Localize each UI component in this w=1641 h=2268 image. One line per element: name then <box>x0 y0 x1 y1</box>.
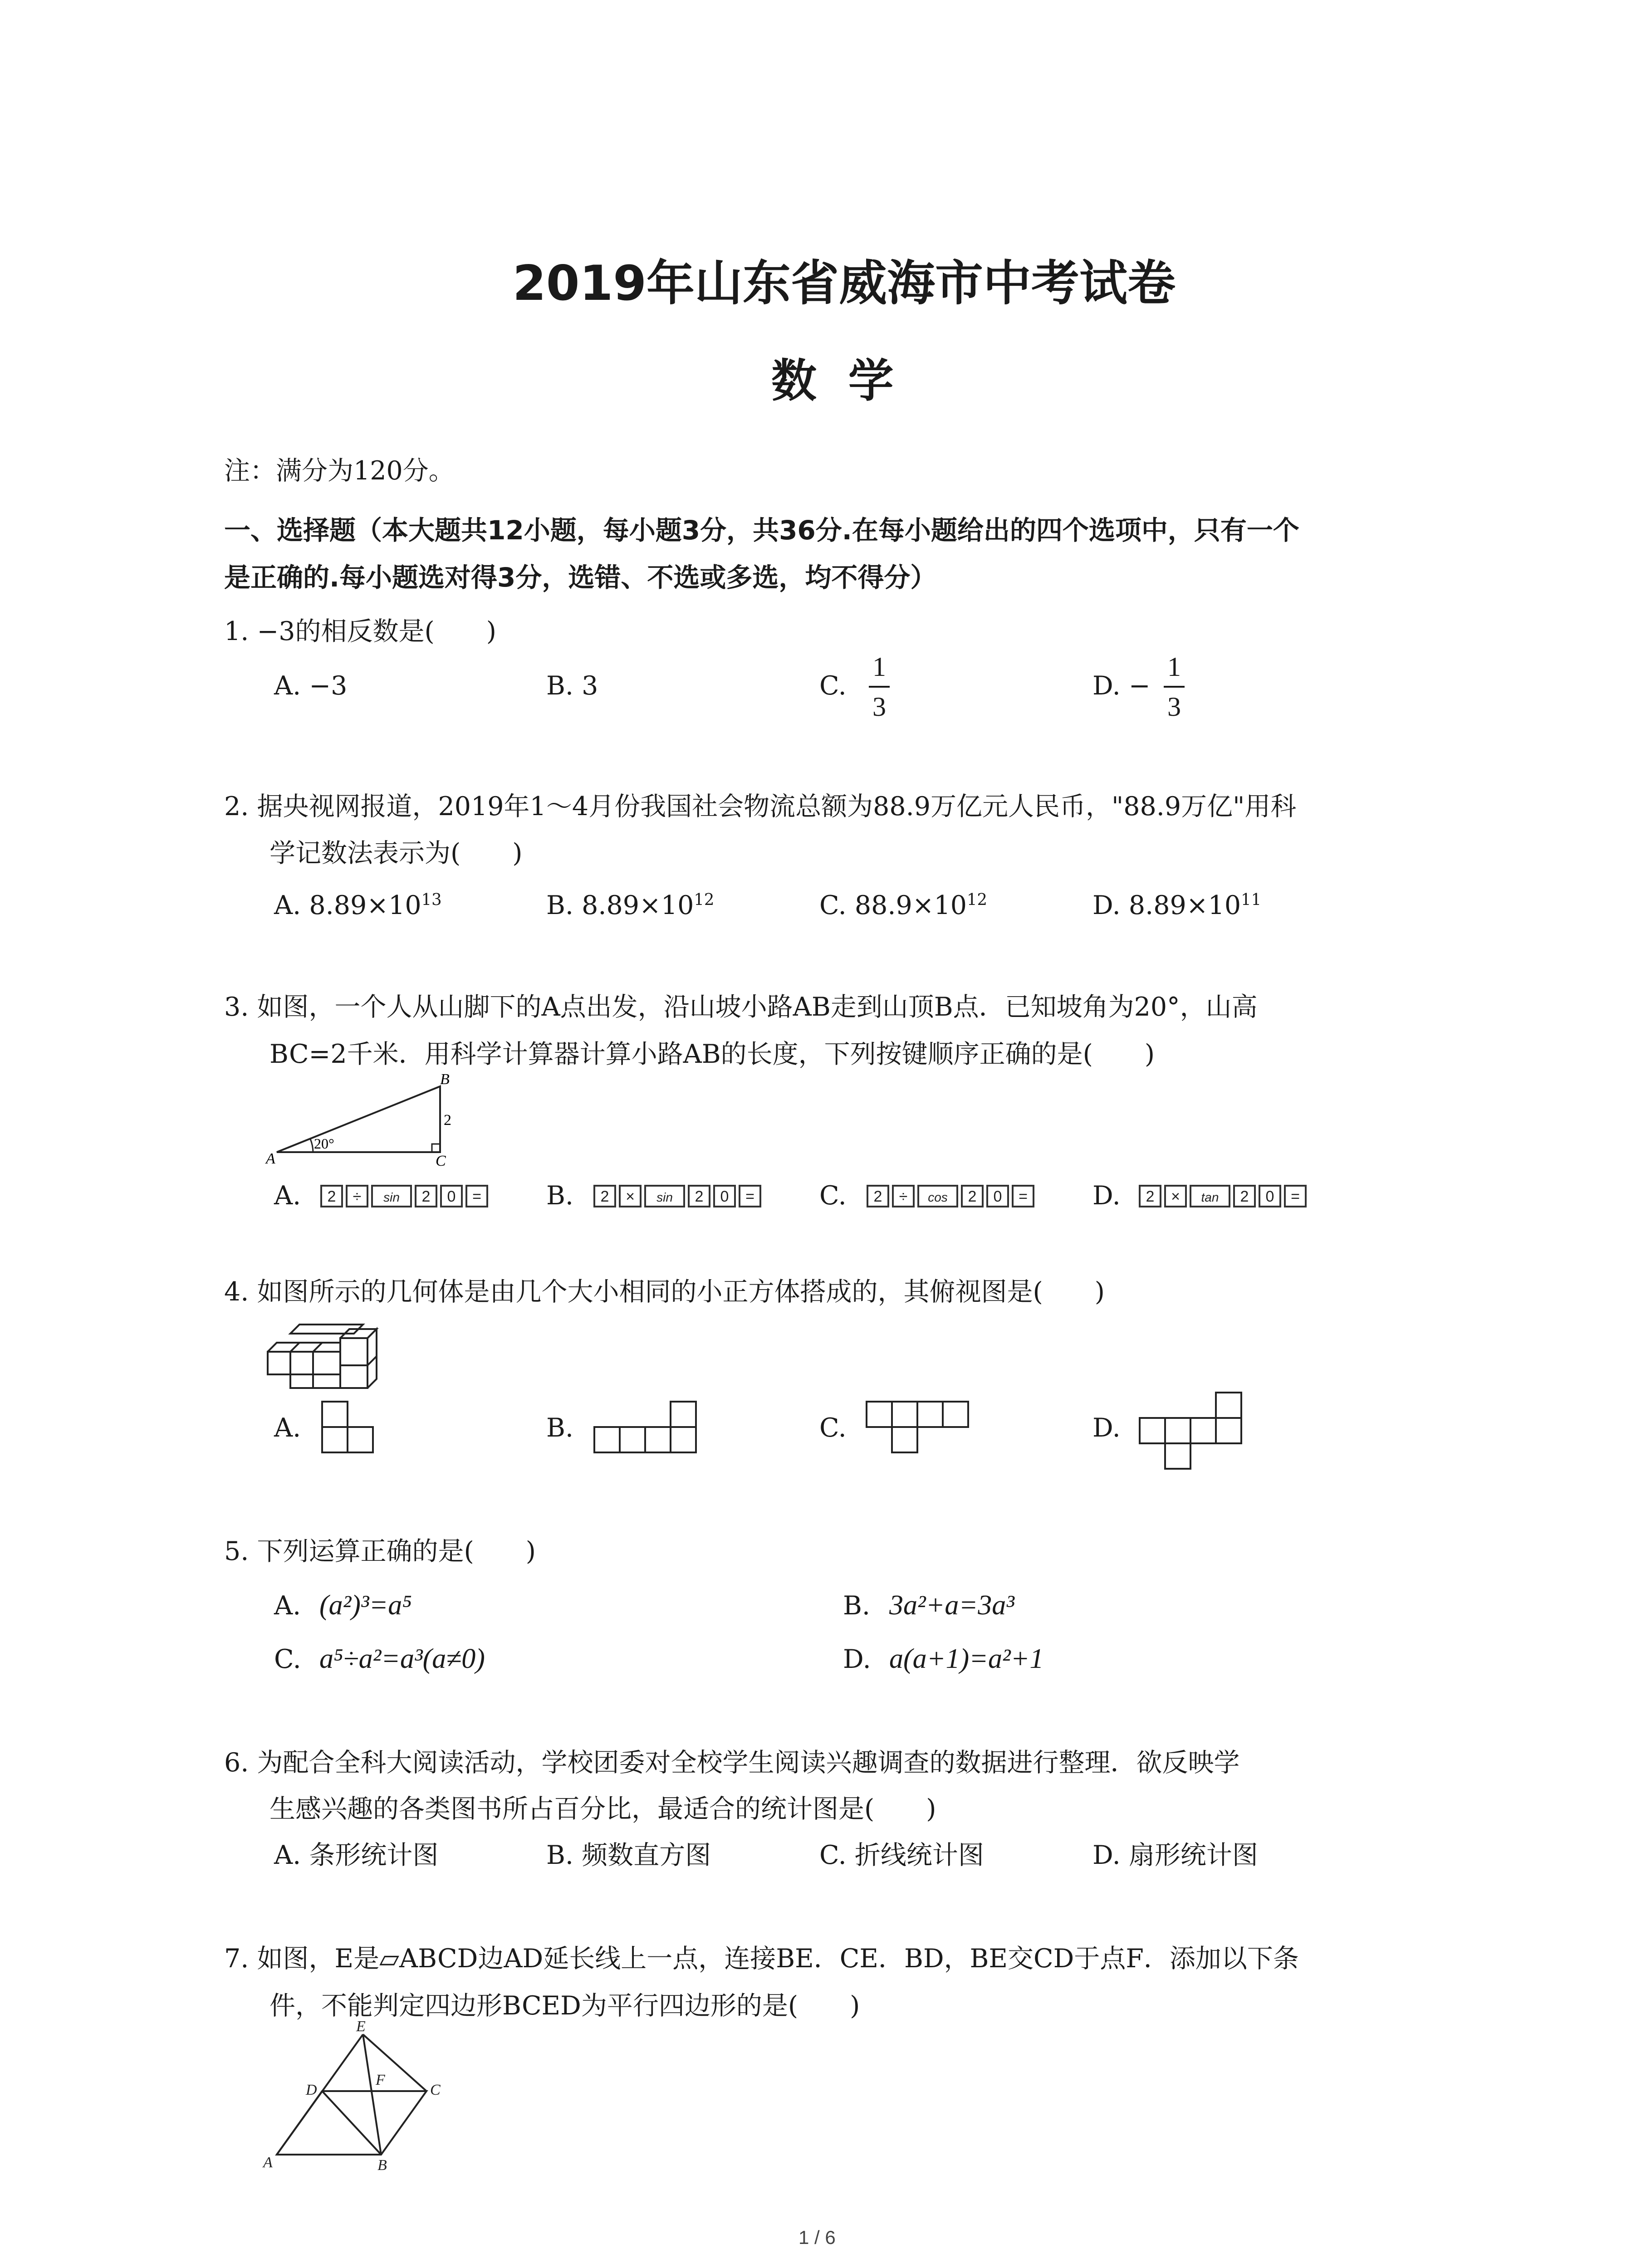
q5-option-c-expr: a⁵÷a²=a³(a≠0) <box>319 1643 485 1674</box>
q1-d-numerator: 1 <box>1167 652 1181 682</box>
q3-stem-line1: 3. 如图，一个人从山脚下的A点出发，沿山坡小路AB走到山顶B点．已知坡角为20°，山高 <box>224 992 1258 1022</box>
calc-key-label: = <box>1019 1188 1028 1205</box>
calc-key-label: 2 <box>1146 1188 1155 1205</box>
q2-option-c: C. $88.9\times 10^{12}$ <box>819 890 987 920</box>
q2-stem-line1: 2. 据央视网报道，2019年1～4月份我国社会物流总额为88.9万亿元人民币，"88.9万亿"用科 <box>224 792 1297 821</box>
q2-option-b: B. $8.89\times 10^{12}$ <box>546 890 715 920</box>
q1-option-d-label: D. − <box>1092 671 1151 701</box>
score-note: 注：满分为120分。 <box>224 456 455 486</box>
q4-option-b: B. <box>546 1413 574 1443</box>
calc-key-label: 2 <box>968 1188 977 1205</box>
calc-key-label: 2 <box>695 1188 704 1205</box>
q3-label-angle: 20° <box>314 1135 334 1152</box>
calc-key-label: 2 <box>1240 1188 1249 1205</box>
q7-label-c: C <box>430 2082 441 2098</box>
q7-label-a: A <box>263 2154 273 2171</box>
calc-key-label: 2 <box>421 1188 431 1205</box>
q4-view-c <box>867 1402 975 1456</box>
q7-stem-line1: 7. 如图，E是▱ABCD边AD延长线上一点，连接BE．CE．BD，BE交CD于点F．添加以下条 <box>224 1944 1299 1974</box>
calc-key-label: 2 <box>600 1188 609 1205</box>
q5-option-c-label: C. <box>274 1644 301 1674</box>
q1-option-b: B. 3 <box>546 671 598 701</box>
q4-option-c: C. <box>819 1413 847 1443</box>
q3-keys-d <box>1139 1183 1320 1210</box>
calc-key-label: × <box>1171 1188 1180 1205</box>
calc-key-label: = <box>472 1188 481 1205</box>
page-number: 1 / 6 <box>798 2227 836 2248</box>
calc-key-label: sin <box>383 1190 400 1204</box>
exam-title: 2019年山东省威海市中考试卷 <box>513 255 1176 311</box>
q5-option-b-label: B. <box>843 1591 871 1621</box>
q7-label-e: E <box>356 2018 366 2035</box>
q6-option-d: D. 扇形统计图 <box>1092 1840 1258 1870</box>
q3-label-side: 2 <box>444 1112 451 1129</box>
calc-key-label: 2 <box>873 1188 882 1205</box>
q6-option-b: B. 频数直方图 <box>546 1840 711 1870</box>
q3-option-d: D. <box>1092 1181 1121 1211</box>
q5-option-a-expr: (a²)³=a⁵ <box>319 1590 412 1621</box>
calc-key-label: = <box>1291 1188 1300 1205</box>
q3-keys-b <box>593 1183 766 1210</box>
calc-key-label: 0 <box>993 1188 1002 1205</box>
section-heading-line2: 是正确的.每小题选对得3分，选错、不选或多选，均不得分） <box>224 562 937 593</box>
calc-key-label: 2 <box>327 1188 336 1205</box>
q5-option-d-expr: a(a+1)=a²+1 <box>889 1643 1044 1674</box>
calc-key-label: tan <box>1201 1190 1219 1204</box>
calc-key-label: 0 <box>447 1188 456 1205</box>
q3-keys-a <box>320 1183 493 1210</box>
subject-title: 数 学 <box>771 354 894 407</box>
q6-option-a: A. 条形统计图 <box>274 1840 439 1870</box>
q1-option-c-fraction <box>869 653 890 720</box>
calc-key-label: sin <box>656 1190 673 1204</box>
q4-view-a <box>322 1402 377 1456</box>
q3-keys-c <box>867 1183 1048 1210</box>
q3-option-c: C. <box>819 1181 847 1211</box>
q7-stem-line2: 件，不能判定四边形BCED为平行四边形的是( ) <box>269 1991 860 2021</box>
q3-label-c: C <box>436 1153 446 1169</box>
q3-label-a: A <box>266 1150 275 1167</box>
calc-key-label: ÷ <box>899 1188 908 1205</box>
q7-label-b: B <box>377 2157 387 2174</box>
q1-c-denominator: 3 <box>872 692 886 722</box>
calc-key-label: ÷ <box>353 1188 362 1205</box>
q5-stem: 5. 下列运算正确的是( ) <box>224 1536 536 1566</box>
q4-option-d: D. <box>1092 1413 1121 1443</box>
calc-key-label: × <box>626 1188 635 1205</box>
q3-label-b: B <box>440 1071 450 1088</box>
q1-option-d-fraction <box>1164 653 1185 720</box>
calc-key-label: 0 <box>720 1188 729 1205</box>
q2-stem-line2: 学记数法表示为( ) <box>269 838 523 868</box>
q7-parallelogram-figure <box>259 2018 458 2177</box>
q5-option-a-label: A. <box>274 1591 301 1621</box>
q3-stem-line2: BC=2千米．用科学计算器计算小路AB的长度，下列按键顺序正确的是( ) <box>269 1039 1155 1069</box>
section-heading-line1: 一、选择题（本大题共12小题，每小题3分，共36分.在每小题给出的四个选项中，只有一个 <box>224 515 1299 546</box>
q6-stem-line2: 生感兴趣的各类图书所占百分比，最适合的统计图是( ) <box>269 1794 936 1824</box>
q4-option-a: A. <box>274 1413 301 1443</box>
q1-option-c-label: C. <box>819 671 847 701</box>
q4-cube-figure <box>263 1306 399 1388</box>
q7-label-f: F <box>376 2072 385 2088</box>
q3-option-b: B. <box>546 1181 574 1211</box>
q6-option-c: C. 折线统计图 <box>819 1840 984 1870</box>
q3-slope-figure <box>263 1071 454 1169</box>
q5-option-b-expr: 3a²+a=3a³ <box>889 1590 1014 1621</box>
q5-option-d-label: D. <box>843 1644 871 1674</box>
q1-stem: 1. −3的相反数是( ) <box>224 616 497 646</box>
q1-d-denominator: 3 <box>1167 692 1181 722</box>
calc-key-label: cos <box>928 1190 948 1204</box>
q6-stem-line1: 6. 为配合全科大阅读活动，学校团委对全校学生阅读兴趣调查的数据进行整理．欲反映学 <box>224 1748 1240 1778</box>
q7-label-d: D <box>306 2082 317 2098</box>
q4-view-b <box>594 1402 703 1456</box>
q4-view-d <box>1140 1393 1249 1474</box>
q4-stem: 4. 如图所示的几何体是由几个大小相同的小正方体搭成的，其俯视图是( ) <box>224 1277 1105 1307</box>
calc-key-label: = <box>745 1188 754 1205</box>
q2-option-d: D. $8.89\times 10^{11}$ <box>1092 890 1262 920</box>
q3-option-a: A. <box>274 1181 301 1211</box>
q2-option-a: A. $8.89\times 10^{13}$ <box>274 890 442 920</box>
q1-option-a: A. −3 <box>274 671 348 701</box>
q1-c-numerator: 1 <box>872 652 886 682</box>
calc-key-label: 0 <box>1265 1188 1274 1205</box>
